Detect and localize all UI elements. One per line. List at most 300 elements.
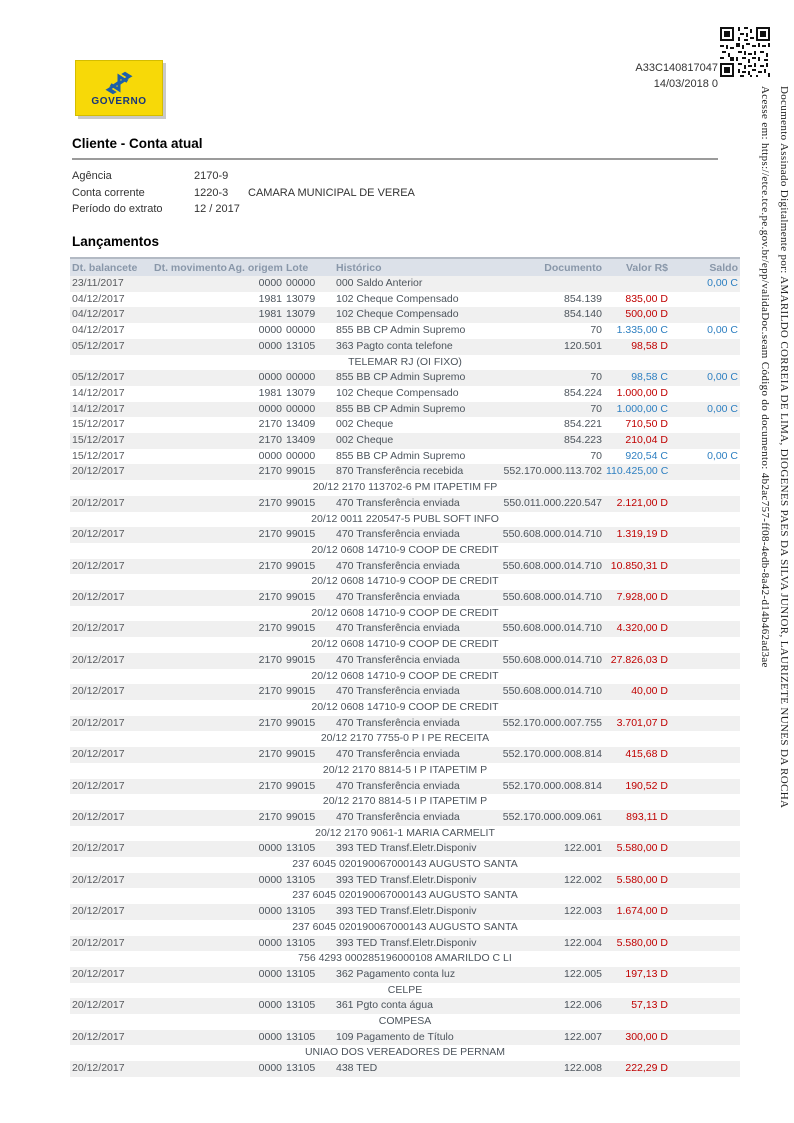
cell-dt-movimento (152, 417, 226, 433)
cell-historico: 438 TED (336, 1062, 378, 1075)
cell-valor: 7.928,00 D (616, 591, 668, 604)
cell-dt-movimento (152, 716, 226, 732)
table-detail-row (70, 637, 740, 653)
column-header: Saldo (670, 258, 740, 276)
historico-detail-text: UNIAO DOS VEREADORES DE PERNAM (304, 1046, 506, 1059)
logo-governo-label: GOVERNO (91, 95, 147, 107)
cell-dt-movimento (152, 967, 226, 983)
documento-number: 122.006 (564, 999, 602, 1012)
table-row (70, 998, 740, 1014)
cell-lote: 13105 (286, 842, 316, 855)
field-value-main: 1220-3 (194, 186, 229, 199)
cell-documento (520, 323, 604, 339)
table-detail-row (70, 857, 740, 873)
cell-lote: 99015 (286, 779, 316, 792)
documento-number: 854.221 (564, 418, 602, 431)
documento-number: 70 (590, 449, 602, 462)
historico-detail-text: 20/12 0608 14710-9 COOP DE CREDIT (311, 543, 499, 556)
cell-ag-origem: 2170 (258, 559, 282, 572)
cell-valor: 835,00 D (625, 292, 668, 305)
cell-dt-balancete: 20/12/2017 (72, 967, 125, 980)
cell-ag-origem: 0000 (258, 842, 282, 855)
historico-detail-text: 237 6045 020190067000143 AUGUSTO SANTA (292, 920, 518, 933)
cell-valor: 415,68 D (625, 748, 668, 761)
cell-saldo: 0,00 C (707, 449, 738, 462)
cell-ag-origem: 2170 (258, 716, 282, 729)
cell-documento (520, 307, 604, 323)
documento-number: 120.501 (564, 339, 602, 352)
table-row (70, 653, 740, 669)
cell-dt-movimento (152, 684, 226, 700)
cell-historico: 470 Transferência enviada (336, 496, 460, 509)
cell-historico: 000 Saldo Anterior (336, 277, 423, 289)
historico-detail-text: COMPESA (378, 1015, 432, 1028)
table-detail-row (70, 1045, 740, 1061)
documento-number: 550.608.000.014.710 (502, 559, 602, 572)
cell-valor: 5.580,00 D (616, 842, 668, 855)
cell-dt-movimento (152, 904, 226, 920)
account-field-row (72, 185, 718, 202)
cell-dt-balancete: 20/12/2017 (72, 622, 125, 635)
documento-number: 550.608.000.014.710 (502, 528, 602, 541)
cell-dt-movimento (152, 810, 226, 826)
cell-dt-balancete: 20/12/2017 (72, 528, 125, 541)
historico-detail-text: 237 6045 020190067000143 AUGUSTO SANTA (292, 889, 518, 902)
cell-documento (502, 810, 604, 826)
cell-dt-movimento (152, 936, 226, 952)
cell-lote: 13079 (286, 386, 316, 399)
cell-dt-movimento (152, 276, 226, 292)
cell-lote: 99015 (286, 559, 316, 572)
historico-detail-text: 237 6045 020190067000143 AUGUSTO SANTA (292, 858, 518, 871)
cell-documento (502, 559, 604, 575)
field-value (194, 185, 415, 202)
cell-ag-origem: 0000 (258, 339, 282, 352)
cell-lote: 00000 (286, 277, 316, 289)
documento-number: 122.005 (564, 967, 602, 980)
table-row (70, 936, 740, 952)
historico-detail-text: 20/12 2170 9061-1 MARIA CARMELIT (315, 826, 495, 839)
header-section (72, 136, 718, 249)
cell-saldo (670, 621, 740, 637)
cell-documento (520, 386, 604, 402)
cell-saldo (670, 386, 740, 402)
column-header: Ag. origem (226, 258, 284, 276)
cell-saldo (670, 433, 740, 449)
cell-saldo (670, 841, 740, 857)
column-header: Documento (520, 258, 604, 276)
cell-saldo (670, 716, 740, 732)
documento-number: 70 (590, 371, 602, 384)
cell-saldo (670, 747, 740, 763)
cell-dt-movimento (152, 402, 226, 418)
cell-valor: 222,29 D (625, 1062, 668, 1075)
cell-valor: 1.674,00 D (616, 905, 668, 918)
historico-detail-text: CELPE (387, 983, 423, 996)
lancamentos-title: Lançamentos (72, 233, 160, 249)
cell-lote: 99015 (286, 810, 316, 823)
field-value (194, 201, 248, 218)
account-field-row (72, 168, 718, 185)
table-row (70, 307, 740, 323)
cell-historico: 002 Cheque (336, 418, 394, 431)
column-header: Dt. balancete (70, 258, 152, 276)
cell-valor: 190,52 D (625, 779, 668, 792)
cell-documento (520, 998, 604, 1014)
cell-saldo (670, 496, 740, 512)
cell-dt-movimento (152, 496, 226, 512)
cell-ag-origem: 0000 (258, 371, 282, 384)
cell-saldo (670, 873, 740, 889)
cell-saldo (670, 904, 740, 920)
table-detail-row (70, 794, 740, 810)
field-value-main: 2170-9 (194, 170, 229, 182)
table-row (70, 370, 740, 386)
cell-valor: 5.580,00 D (616, 936, 668, 949)
cell-valor: 98,58 D (631, 339, 668, 352)
cell-saldo (670, 417, 740, 433)
cell-ag-origem: 0000 (258, 324, 282, 337)
cell-historico: 470 Transferência enviada (336, 591, 460, 604)
lancamentos-body (70, 276, 740, 1077)
cell-saldo (670, 559, 740, 575)
cell-documento (502, 527, 604, 543)
column-header: Valor R$ (604, 258, 670, 276)
cell-valor: 110.425,00 C (606, 465, 669, 478)
cell-documento (520, 276, 604, 292)
table-row (70, 433, 740, 449)
cell-dt-balancete: 04/12/2017 (72, 308, 125, 321)
cell-historico: 393 TED Transf.Eletr.Disponiv (336, 905, 477, 918)
table-row (70, 1030, 740, 1046)
cell-dt-balancete: 23/11/2017 (72, 277, 124, 289)
table-detail-row (70, 700, 740, 716)
cell-saldo (670, 653, 740, 669)
cell-documento (503, 496, 604, 512)
documento-number: 854.224 (564, 386, 602, 399)
cell-dt-movimento (152, 779, 226, 795)
table-row (70, 810, 740, 826)
cell-dt-balancete: 20/12/2017 (72, 779, 125, 792)
cell-documento (502, 747, 604, 763)
cell-dt-balancete: 20/12/2017 (72, 936, 125, 949)
field-value-main: 12 / 2017 (194, 203, 240, 215)
table-row (70, 873, 740, 889)
cell-ag-origem: 2170 (258, 779, 282, 792)
cell-lote: 00000 (286, 402, 316, 415)
table-row (70, 841, 740, 857)
table-row (70, 292, 740, 308)
cell-lote: 13105 (286, 936, 316, 949)
table-detail-row (70, 480, 740, 496)
documento-number: 70 (590, 402, 602, 415)
cell-ag-origem: 2170 (258, 496, 282, 509)
table-detail-row (70, 731, 740, 747)
banco-do-brasil-icon (104, 70, 134, 96)
cell-dt-movimento (152, 998, 226, 1014)
cell-documento (502, 779, 604, 795)
cell-ag-origem: 2170 (258, 465, 282, 478)
documento-number: 122.003 (564, 905, 602, 918)
account-field-row (72, 201, 718, 218)
cell-valor: 3.701,07 D (616, 716, 668, 729)
cell-ag-origem: 2170 (258, 591, 282, 604)
documento-number: 550.011.000.220.547 (503, 496, 602, 509)
cell-documento (520, 370, 604, 386)
cell-valor: 57,13 D (631, 999, 668, 1012)
cell-ag-origem: 0000 (258, 1062, 282, 1075)
cell-documento (520, 402, 604, 418)
cell-ag-origem: 0000 (258, 936, 282, 949)
historico-detail-text: 20/12 2170 113702-6 PM ITAPETIM FP (312, 481, 498, 494)
documento-number: 122.004 (564, 936, 602, 949)
cell-documento (502, 653, 604, 669)
cell-historico: 870 Transferência recebida (336, 465, 464, 478)
cell-saldo: 0,00 C (707, 402, 738, 415)
verification-datetime: 14/03/2018 0 (653, 78, 718, 90)
cell-ag-origem: 2170 (258, 418, 282, 431)
cell-lote: 00000 (286, 449, 316, 462)
cell-historico: 470 Transferência enviada (336, 810, 460, 823)
cell-historico: 470 Transferência enviada (336, 559, 460, 572)
cell-dt-balancete: 05/12/2017 (72, 339, 125, 352)
cell-historico: 363 Pagto conta telefone (336, 339, 453, 352)
cell-lote: 13079 (286, 292, 316, 305)
cell-lote: 13105 (286, 873, 316, 886)
table-row (70, 276, 740, 292)
cell-historico: 470 Transferência enviada (336, 622, 460, 635)
cell-dt-balancete: 20/12/2017 (72, 685, 125, 698)
cell-dt-movimento (152, 873, 226, 889)
cell-ag-origem: 0000 (258, 967, 282, 980)
cell-valor: 1.335,00 C (616, 324, 668, 337)
cell-valor: 1.000,00 D (616, 386, 668, 399)
cell-dt-movimento (152, 621, 226, 637)
cell-ag-origem: 2170 (258, 653, 282, 666)
cell-historico: 002 Cheque (336, 434, 394, 447)
cell-saldo: 0,00 C (707, 371, 738, 384)
historico-detail-text: TELEMAR RJ (OI FIXO) (348, 355, 462, 368)
documento-number: 550.608.000.014.710 (502, 622, 602, 635)
cell-dt-movimento (152, 1030, 226, 1046)
cell-saldo (670, 527, 740, 543)
table-detail-row (70, 763, 740, 779)
cell-historico: 102 Cheque Compensado (336, 386, 459, 399)
cell-ag-origem: 0000 (258, 402, 282, 415)
cell-ag-origem: 2170 (258, 685, 282, 698)
table-row (70, 967, 740, 983)
cell-historico: 470 Transferência enviada (336, 779, 460, 792)
historico-detail-text: 20/12 2170 8814-5 I P ITAPETIM P (322, 763, 488, 776)
governo-logo (75, 60, 163, 116)
cell-documento (520, 339, 604, 355)
cell-saldo (670, 339, 740, 355)
cell-valor: 197,13 D (625, 967, 668, 980)
cell-saldo (670, 307, 740, 323)
table-detail-row (70, 355, 740, 371)
table-row (70, 590, 740, 606)
cell-documento (520, 1030, 604, 1046)
cell-historico: 361 Pgto conta água (336, 999, 433, 1012)
cell-ag-origem: 0000 (258, 449, 282, 462)
documento-number: 122.002 (564, 873, 602, 886)
cell-dt-balancete: 15/12/2017 (72, 449, 125, 462)
cell-historico: 855 BB CP Admin Supremo (336, 371, 466, 384)
cell-saldo (670, 464, 740, 480)
cell-dt-balancete: 20/12/2017 (72, 1062, 125, 1075)
table-row (70, 323, 740, 339)
cell-saldo (670, 810, 740, 826)
field-label: Período do extrato (72, 203, 163, 215)
cell-valor: 300,00 D (625, 1030, 668, 1043)
cell-dt-balancete: 15/12/2017 (72, 434, 125, 447)
cell-ag-origem: 2170 (258, 748, 282, 761)
cell-dt-balancete: 05/12/2017 (72, 371, 125, 384)
column-header: Dt. movimento (152, 258, 226, 276)
documento-number: 552.170.000.008.814 (502, 779, 602, 792)
table-detail-row (70, 888, 740, 904)
documento-number: 552.170.000.009.061 (502, 810, 602, 823)
table-detail-row (70, 983, 740, 999)
cell-lote: 13105 (286, 905, 316, 918)
historico-detail-text: 756 4293 000285196000108 AMARILDO C LI (298, 952, 512, 965)
historico-detail-text: 20/12 0011 220547-5 PUBL SOFT INFO (311, 512, 499, 525)
cell-saldo (670, 967, 740, 983)
cell-saldo (670, 998, 740, 1014)
cell-ag-origem: 0000 (258, 1030, 282, 1043)
table-detail-row (70, 543, 740, 559)
cell-dt-movimento (152, 841, 226, 857)
cell-dt-balancete: 15/12/2017 (72, 418, 125, 431)
cell-documento (520, 433, 604, 449)
table-row (70, 904, 740, 920)
cell-historico: 102 Cheque Compensado (336, 308, 459, 321)
historico-detail-text: 20/12 2170 8814-5 I P ITAPETIM P (322, 795, 488, 808)
cell-valor: 98,58 C (631, 371, 668, 384)
documento-number: 854.223 (564, 434, 602, 447)
table-row (70, 747, 740, 763)
cell-ag-origem: 1981 (258, 308, 282, 321)
cell-dt-balancete: 20/12/2017 (72, 559, 125, 572)
cell-historico: 393 TED Transf.Eletr.Disponiv (336, 936, 477, 949)
field-value-extra: CAMARA MUNICIPAL DE VEREA (248, 186, 415, 199)
table-detail-row (70, 574, 740, 590)
cell-saldo (670, 1030, 740, 1046)
cell-dt-movimento (152, 590, 226, 606)
historico-detail-text: 20/12 0608 14710-9 COOP DE CREDIT (311, 575, 499, 588)
cell-valor: 27.826,03 D (610, 653, 668, 666)
cell-ag-origem: 0000 (258, 999, 282, 1012)
cell-saldo (670, 292, 740, 308)
table-row (70, 716, 740, 732)
cell-documento (520, 936, 604, 952)
documento-number: 552.170.000.007.755 (502, 716, 602, 729)
cell-documento (503, 464, 604, 480)
cell-documento (502, 716, 604, 732)
cell-dt-balancete: 14/12/2017 (72, 386, 125, 399)
cell-dt-movimento (152, 464, 226, 480)
cell-lote: 99015 (286, 465, 316, 478)
historico-detail-text: 20/12 0608 14710-9 COOP DE CREDIT (311, 606, 499, 619)
table-row (70, 779, 740, 795)
cell-historico: 393 TED Transf.Eletr.Disponiv (336, 873, 477, 886)
table-row (70, 464, 740, 480)
table-row (70, 339, 740, 355)
account-fields (72, 168, 718, 218)
cell-dt-movimento (152, 386, 226, 402)
cell-historico: 393 TED Transf.Eletr.Disponiv (336, 842, 477, 855)
cell-dt-movimento (152, 307, 226, 323)
cell-dt-balancete: 20/12/2017 (72, 842, 125, 855)
documento-number: 70 (590, 324, 602, 337)
cell-historico: 109 Pagamento de Título (336, 1030, 454, 1043)
table-row (70, 496, 740, 512)
historico-detail-text: 20/12 0608 14710-9 COOP DE CREDIT (311, 638, 499, 651)
cell-lote: 13105 (286, 967, 316, 980)
signature-sidebar (755, 86, 793, 1116)
cell-documento (502, 621, 604, 637)
cell-historico: 855 BB CP Admin Supremo (336, 402, 466, 415)
cell-historico: 470 Transferência enviada (336, 653, 460, 666)
cell-valor: 500,00 D (625, 308, 668, 321)
cell-dt-movimento (152, 747, 226, 763)
cell-valor: 210,04 D (625, 434, 668, 447)
cell-lote: 13105 (286, 1030, 316, 1043)
cell-lote: 99015 (286, 496, 316, 509)
cell-documento (520, 873, 604, 889)
verification-code: A33C140817047 (635, 62, 718, 74)
cell-dt-movimento (152, 1061, 226, 1077)
cell-dt-balancete: 20/12/2017 (72, 999, 125, 1012)
documento-number: 552.170.000.008.814 (502, 748, 602, 761)
cell-valor (604, 276, 670, 292)
table-detail-row (70, 951, 740, 967)
cell-lote: 99015 (286, 653, 316, 666)
cell-dt-movimento (152, 449, 226, 465)
cell-lote: 99015 (286, 528, 316, 541)
cell-lote: 99015 (286, 685, 316, 698)
cell-dt-balancete: 20/12/2017 (72, 873, 125, 886)
cell-dt-movimento (152, 339, 226, 355)
cell-saldo: 0,00 C (707, 324, 738, 337)
cell-historico: 362 Pagamento conta luz (336, 967, 456, 980)
table-row (70, 1061, 740, 1077)
cell-valor: 710,50 D (625, 418, 668, 431)
cell-valor: 1.000,00 C (616, 402, 668, 415)
cell-lote: 00000 (286, 371, 316, 384)
cell-documento (502, 684, 604, 700)
cell-ag-origem: 2170 (258, 528, 282, 541)
cell-dt-balancete: 04/12/2017 (72, 292, 125, 305)
cell-saldo (670, 1061, 740, 1077)
cell-saldo (670, 936, 740, 952)
cell-ag-origem: 0000 (258, 873, 282, 886)
signature-line2: Acesse em: https://etce.tce.pe.gov.br/epp/validaDoc.seam Código do documento: 4b2ac757-ff08-4edb-8a42-d14b462ad3ae (759, 86, 771, 668)
cell-dt-movimento (152, 323, 226, 339)
cell-historico: 855 BB CP Admin Supremo (336, 324, 466, 337)
cell-ag-origem: 2170 (258, 810, 282, 823)
cell-dt-balancete: 20/12/2017 (72, 905, 125, 918)
cell-dt-movimento (152, 527, 226, 543)
cell-dt-balancete: 20/12/2017 (72, 653, 125, 666)
signature-line1: Documento Assinado Digitalmente por: AMARILDO CORREIA DE LIMA, DIOGENES PAES DA SILVA JUNIOR, LAURIZETE NUNES DA ROCHA (778, 86, 790, 809)
cell-lote: 99015 (286, 716, 316, 729)
documento-number: 122.001 (564, 842, 602, 855)
table-row (70, 386, 740, 402)
table-row (70, 449, 740, 465)
cell-lote: 13105 (286, 339, 316, 352)
table-detail-row (70, 606, 740, 622)
